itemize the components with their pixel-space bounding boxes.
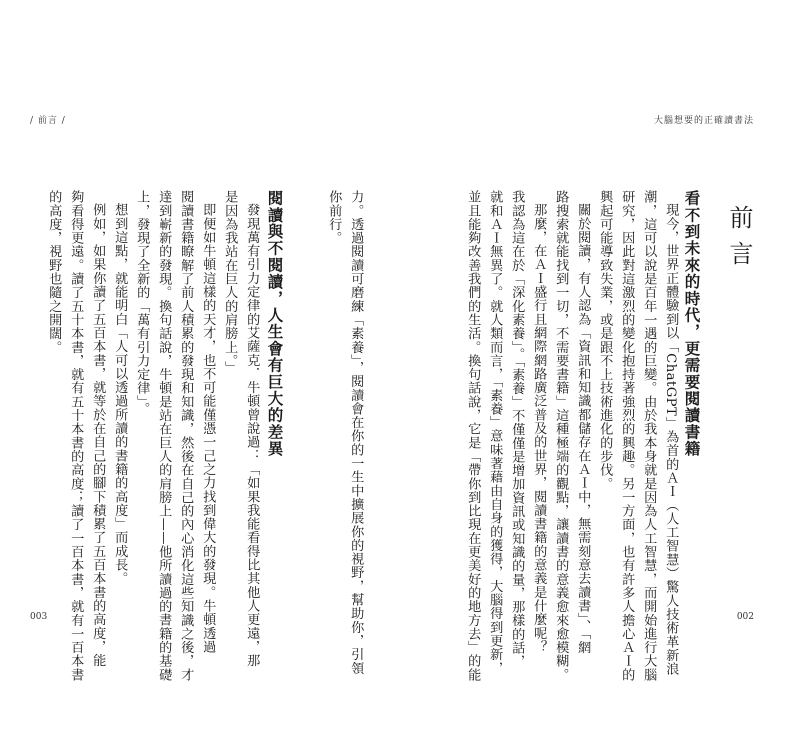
body-line: 的高度，視野也隨之開闊。: [46, 190, 62, 354]
body-line: 現今，世界正體驗到以「ChatGPT」為首的ＡＩ（人工智慧）驚人技術革新浪: [663, 203, 679, 676]
body-line: 潮，這可以說是百年一遇的巨變。由於我本身就是因為人工智慧，而開始進行大腦: [641, 190, 657, 682]
running-header-right: 大腦想要的正確讀書法: [653, 116, 754, 126]
body-line: 研究，因此對這激烈的變化抱持著強烈的興趣。另一方面，也有許多人擔心ＡＩ的: [619, 190, 635, 682]
body-line: 路搜索就能找到一切，不需要書籍」這種極端的觀點，讓讀書的意義愈來愈模糊。: [553, 190, 569, 682]
body-line: 你前行。: [326, 190, 342, 245]
body-line: 興起可能導致失業，或是跟不上技術進化的步伐。: [597, 190, 613, 491]
body-line: 達到嶄新的發現。換句話說，牛頓是站在巨人的肩膀上——他所讀過的書籍的基礎: [156, 190, 172, 682]
body-line: 關於閱讀，有人認為「資訊和知識都儲存在ＡＩ中，無需刻意去讀書」、「網: [575, 203, 591, 654]
body-line: 即便如牛頓這樣的天才，也不可能僅憑一己之力找到偉大的發現。牛頓透過: [200, 203, 216, 654]
body-line: 那麼，在ＡＩ盛行且網際網路廣泛普及的世界，閱讀書籍的意義是什麼呢？: [531, 203, 547, 654]
body-line: 是因為我站在巨人的肩膀上。」: [222, 190, 238, 375]
body-line: 發現萬有引力定律的艾薩克．牛頓曾說過：「如果我能看得比其他人更遠，那: [244, 203, 260, 668]
chapter-title: 前言: [725, 205, 753, 277]
body-line: 就和ＡＩ無異了。就人類而言，「素養」意味著藉由自身的獲得，大腦得到更新，: [487, 190, 503, 675]
running-header-left: / 前言 /: [30, 116, 66, 126]
body-line: 想到這點，就能明白「人可以透過所讀的書籍的高度」而成長。: [112, 203, 128, 586]
section-heading-1: 看不到未來的時代，更需要閱讀書籍: [682, 190, 701, 458]
body-line: 上，發現了全新的「萬有引力定律」。: [134, 190, 150, 416]
page-number-left: 003: [30, 612, 48, 622]
body-line: 我認為這在於「深化素養」。「素養」不僅僅是增加資訊或知識的量，那樣的話，: [509, 190, 525, 669]
body-line: 力。透過閱讀可磨練「素養」，閱讀會在你的一生中擴展你的視野，幫助你，引領: [348, 190, 364, 675]
section-heading-2: 閱讀與不閱讀，人生會有巨大的差異: [265, 190, 284, 458]
body-line: 例如，如果你讀了五百本書，就等於在自己的腳下積累了五百本書的高度，能: [90, 203, 106, 668]
body-line: 夠看得更遠。讀了五十本書，就有五十本書的高度；讀了一百本書，就有一百本書: [68, 190, 84, 682]
body-line: 閱讀書籍瞭解了前人積累的發現和知識，然後在自己的內心消化這些知識之後，才: [178, 190, 194, 682]
body-line: 並且能夠改善我們的生活。換句話說，它是「帶你到比現在更美好的地方去」的能: [465, 190, 481, 682]
page-number-right: 002: [736, 612, 754, 622]
